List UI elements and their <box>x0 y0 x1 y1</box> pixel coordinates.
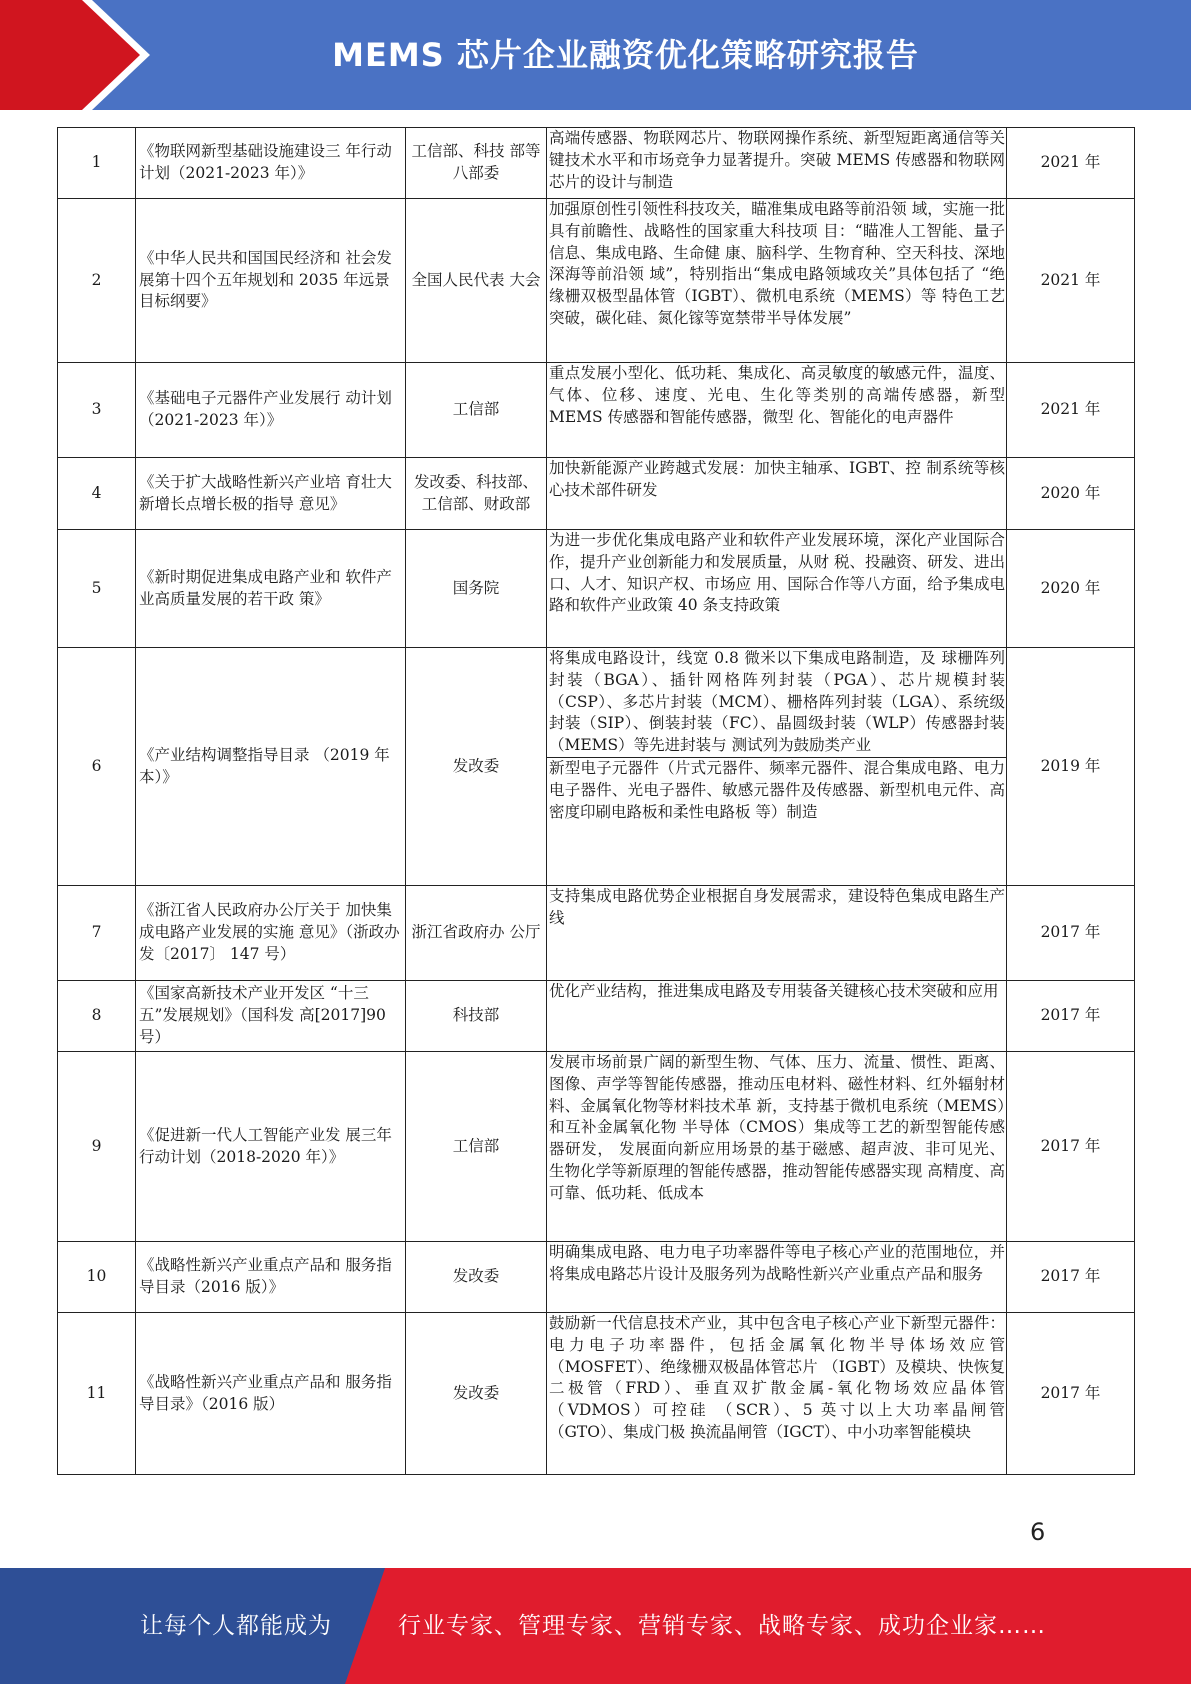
policy-content-text: 明确集成电路、电力电子功率器件等电子核心产业的范围地位，并将集成电路芯片设计及服务列为战略性新兴产业重点产品和服务 <box>549 1243 1005 1283</box>
policy-content-text: 将集成电路设计，线宽 0.8 微米以下集成电路制造，及 球栅阵列封装（BGA）、插针网格阵列封装（PGA）、芯片规模封装（CSP）、多芯片封装（MCM）、栅格阵列封装（LGA）、系统级封装（SIP）、倒装封装（FC）、晶圆级封装（WLP）传感器封装（MEMS）等先进封装与 测试列为鼓励类产业 <box>549 649 1005 755</box>
row-number-cell: 11 <box>58 1313 136 1475</box>
issuing-department-cell: 工信部 <box>406 1052 547 1242</box>
policy-content-cell <box>547 648 1007 886</box>
year-cell: 2019 年 <box>1007 648 1135 886</box>
policy-title-cell: 《产业结构调整指导目录 （2019 年本）》 <box>136 648 406 886</box>
row-number-cell: 2 <box>58 199 136 363</box>
issuing-department-cell: 科技部 <box>406 981 547 1052</box>
policy-content-text: 优化产业结构，推进集成电路及专用装备关键核心技术突破和应用 <box>549 982 999 1000</box>
policy-content-cell <box>547 128 1007 199</box>
policy-title-cell: 《促进新一代人工智能产业发 展三年行动计划（2018-2020 年）》 <box>136 1052 406 1242</box>
issuing-department-cell: 浙江省政府办 公厅 <box>406 886 547 981</box>
year-cell: 2020 年 <box>1007 458 1135 530</box>
row-number-cell: 3 <box>58 363 136 458</box>
footer-slogan-roles: 行业专家、管理专家、营销专家、战略专家、成功企业家…… <box>398 1613 1046 1639</box>
year-cell: 2017 年 <box>1007 1052 1135 1242</box>
row-number-cell: 5 <box>58 530 136 648</box>
issuing-department-cell: 发改委、科技部、工信部、财政部 <box>406 458 547 530</box>
year-cell: 2020 年 <box>1007 530 1135 648</box>
policy-content-text: 发展市场前景广阔的新型生物、气体、压力、流量、惯性、距离、图像、声学等智能传感器，推动压电材料、磁性材料、红外辐射材料、金属氧化物等材料技术革 新，支持基于微机电系统（MEMS）和互补金属氧化物 半导体（CMOS）集成等工艺的新型智能传感器研发， 发展面向新应用场景的基于磁感、超声波、非可见光、 生物化学等新原理的智能传感器，推动智能传感器实现 高精度、高可靠、低功耗、低成本 <box>549 1053 1005 1202</box>
policy-content-text: 加快新能源产业跨越式发展：加快主轴承、IGBT、控 制系统等核心技术部件研发 <box>549 459 1005 499</box>
policy-content-cell <box>547 1313 1007 1475</box>
page-footer <box>0 1568 1191 1684</box>
issuing-department-cell: 国务院 <box>406 530 547 648</box>
policy-title-cell: 《新时期促进集成电路产业和 软件产业高质量发展的若干政 策》 <box>136 530 406 648</box>
issuing-department-cell: 全国人民代表 大会 <box>406 199 547 363</box>
table-row <box>58 1052 1135 1242</box>
year-cell: 2021 年 <box>1007 128 1135 199</box>
report-title: MEMS 芯片企业融资优化策略研究报告 <box>332 36 919 74</box>
policy-table-body <box>58 128 1135 1475</box>
year-cell: 2017 年 <box>1007 981 1135 1052</box>
year-cell: 2021 年 <box>1007 199 1135 363</box>
row-number-cell: 6 <box>58 648 136 886</box>
year-cell: 2017 年 <box>1007 886 1135 981</box>
policy-content-text: 鼓励新一代信息技术产业，其中包含电子核心产业下新型元器件：电力电子功率器件，包括金属氧化物半导体场效应管（MOSFET）、绝缘栅双极晶体管芯片 （IGBT）及模块、快恢复二极管（FRD）、垂直双扩散金属-氧化物场效应晶体管（VDMOS）可控硅 （SCR）、5 英寸以上大功率晶闸管（GTO）、集成门极 换流晶闸管（IGCT）、中小功率智能模块 <box>549 1314 1005 1441</box>
table-row <box>58 199 1135 363</box>
year-cell: 2017 年 <box>1007 1313 1135 1475</box>
table-row <box>58 1242 1135 1313</box>
footer-slogan-lead: 让每个人都能成为 <box>140 1613 332 1639</box>
row-number-cell: 10 <box>58 1242 136 1313</box>
row-number-cell: 4 <box>58 458 136 530</box>
table-row <box>58 1313 1135 1475</box>
policy-content-cell <box>547 981 1007 1052</box>
issuing-department-cell: 工信部 <box>406 363 547 458</box>
header-red-arrow <box>0 0 150 110</box>
policy-title-cell: 《关于扩大战略性新兴产业培 育壮大新增长点增长极的指导 意见》 <box>136 458 406 530</box>
table-row <box>58 981 1135 1052</box>
policy-content-cell <box>547 1242 1007 1313</box>
policy-content-text: 高端传感器、物联网芯片、物联网操作系统、新型短距离通信等关键技术水平和市场竞争力显著提升。突破 MEMS 传感器和物联网芯片的设计与制造 <box>549 129 1005 191</box>
policy-title-cell: 《国家高新技术产业开发区 “十三五”发展规划》（国科发 高[2017]90 号） <box>136 981 406 1052</box>
policy-title-cell: 《战略性新兴产业重点产品和 服务指导目录（2016 版）》 <box>136 1242 406 1313</box>
policy-content-cell <box>547 458 1007 530</box>
policy-content-cell <box>547 886 1007 981</box>
issuing-department-cell: 发改委 <box>406 648 547 886</box>
row-number-cell: 9 <box>58 1052 136 1242</box>
policy-content-text: 支持集成电路优势企业根据自身发展需求，建设特色集成电路生产线 <box>549 887 1005 927</box>
table-row <box>58 458 1135 530</box>
policy-title-cell: 《物联网新型基础设施建设三 年行动计划（2021-2023 年）》 <box>136 128 406 199</box>
policy-table <box>57 127 1135 1475</box>
row-number-cell: 8 <box>58 981 136 1052</box>
policy-content-text: 重点发展小型化、低功耗、集成化、高灵敏度的敏感元件，温度、气体、位移、速度、光电、生化等类别的高端传感器，新型 MEMS 传感器和智能传感器，微型 化、智能化的电声器件 <box>549 364 1005 426</box>
table-row <box>58 128 1135 199</box>
policy-title-cell: 《浙江省人民政府办公厅关于 加快集成电路产业发展的实施 意见》（浙政办发〔2017〕 147 号） <box>136 886 406 981</box>
issuing-department-cell: 发改委 <box>406 1242 547 1313</box>
year-cell: 2021 年 <box>1007 363 1135 458</box>
page-number: 6 <box>1030 1518 1046 1546</box>
row-number-cell: 7 <box>58 886 136 981</box>
table-row <box>58 530 1135 648</box>
row-number-cell: 1 <box>58 128 136 199</box>
policy-content-text: 加强原创性引领性科技攻关，瞄准集成电路等前沿领 域，实施一批具有前瞻性、战略性的国家重大科技项 目：“瞄准人工智能、量子信息、集成电路、生命健 康、脑科学、生物育种、空天科技、深地深海等前沿领 域”，特别指出“集成电路领域攻关”具体包括了 “绝 缘栅双极型晶体管（IGBT）、微机电系统（MEMS）等 特色工艺突破，碳化硅、氮化镓等宽禁带半导体发展” <box>549 200 1005 327</box>
policy-title-cell: 《基础电子元器件产业发展行 动计划（2021-2023 年）》 <box>136 363 406 458</box>
policy-title-cell: 《战略性新兴产业重点产品和 服务指导目录》（2016 版） <box>136 1313 406 1475</box>
table-row <box>58 363 1135 458</box>
policy-content-cell <box>547 199 1007 363</box>
policy-title-cell: 《中华人民共和国国民经济和 社会发展第十四个五年规划和 2035 年远景目标纲要》 <box>136 199 406 363</box>
policy-content-cell <box>547 363 1007 458</box>
policy-content-text: 为进一步优化集成电路产业和软件产业发展环境，深化产业国际合作，提升产业创新能力和发展质量，从财 税、投融资、研发、进出口、人才、知识产权、市场应 用、国际合作等八方面，给予集成电路和软件产业政策 40 条支持政策 <box>549 531 1005 615</box>
policy-content-cell <box>547 530 1007 648</box>
table-row <box>58 886 1135 981</box>
issuing-department-cell: 工信部、科技 部等八部委 <box>406 128 547 199</box>
table-row <box>58 648 1135 886</box>
issuing-department-cell: 发改委 <box>406 1313 547 1475</box>
year-cell: 2017 年 <box>1007 1242 1135 1313</box>
page-header <box>0 0 1191 110</box>
policy-content-text: 新型电子元器件（片式元器件、频率元器件、混合集成电路、电力电子器件、光电子器件、敏感元器件及传感器、新型机电元件、高密度印刷电路板和柔性电路板 等）制造 <box>547 757 1006 823</box>
policy-content-cell <box>547 1052 1007 1242</box>
